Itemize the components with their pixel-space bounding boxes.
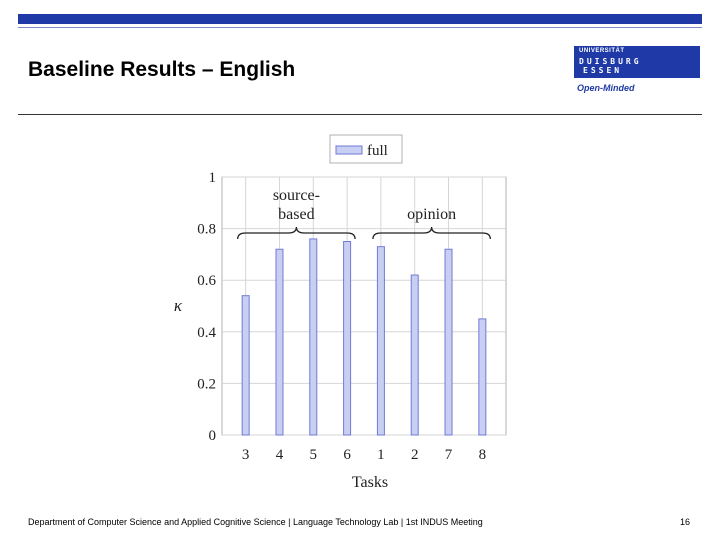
plot-frame <box>222 177 506 435</box>
y-tick-label: 0 <box>208 428 216 444</box>
annotation-label: opinion <box>407 206 457 223</box>
top-accent-bar <box>18 14 702 24</box>
annotation-label: based <box>278 206 315 223</box>
y-axis-label: κ <box>173 296 183 315</box>
page-number: 16 <box>680 517 691 527</box>
logo-line-1: UNIVERSITÄT <box>579 48 625 54</box>
bar <box>344 242 351 436</box>
bar <box>479 319 486 435</box>
legend-label: full <box>367 143 388 159</box>
bar <box>377 247 384 435</box>
bar <box>242 296 249 435</box>
title-divider <box>18 114 702 115</box>
x-tick-label: 1 <box>377 447 385 463</box>
footer-text: Department of Computer Science and Applied Cognitive Science | Language Technology Lab | 1st INDUS Meeting <box>28 517 483 527</box>
logo-box <box>574 46 700 78</box>
y-tick-label: 0.2 <box>197 376 216 393</box>
university-logo <box>574 46 700 96</box>
logo-line-2: DUISBURG <box>579 57 642 66</box>
logo-line-3: ESSEN <box>583 66 623 75</box>
y-tick-label: 1 <box>208 170 216 186</box>
y-tick-label: 0.6 <box>197 273 216 290</box>
x-tick-label: 4 <box>275 447 284 463</box>
x-tick-label: 6 <box>343 447 351 463</box>
x-tick-label: 8 <box>478 447 487 463</box>
y-tick-label: 0.8 <box>197 221 216 238</box>
legend-swatch <box>336 146 362 154</box>
y-tick-label: 0.4 <box>197 324 216 341</box>
bar <box>445 249 452 435</box>
logo-tagline: Open-Minded <box>577 83 635 93</box>
bar <box>411 275 418 435</box>
annotation-label: source- <box>272 187 320 204</box>
bar <box>276 249 283 435</box>
bar-chart <box>160 125 560 495</box>
x-tick-label: 7 <box>444 447 453 463</box>
chart-canvas <box>160 125 560 495</box>
x-axis-label: Tasks <box>351 474 389 491</box>
bar <box>310 239 317 435</box>
top-accent-line <box>18 27 702 28</box>
slide-title: Baseline Results – English <box>28 58 296 81</box>
x-tick-label: 5 <box>309 447 318 463</box>
x-tick-label: 2 <box>410 447 419 463</box>
x-tick-label: 3 <box>241 447 250 463</box>
